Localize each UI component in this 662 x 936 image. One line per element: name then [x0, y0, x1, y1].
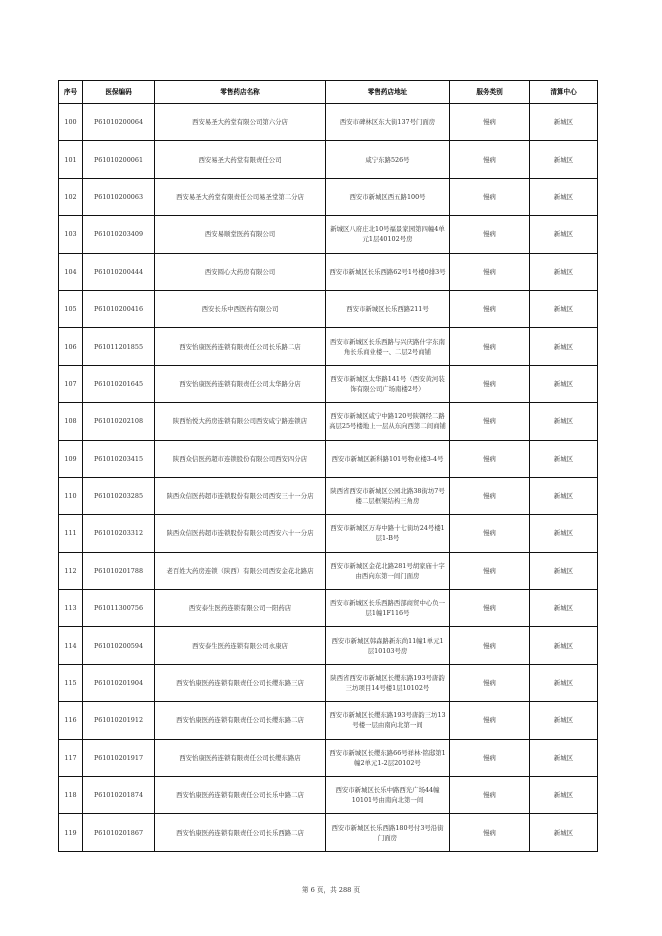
cell-name: 西安怡康医药连锁有限责任公司长乐西路二店 — [155, 814, 326, 851]
table-row — [59, 702, 598, 739]
header-index: 序号 — [59, 81, 83, 104]
cell-name: 西安怡康医药连锁有限责任公司长缨东路店 — [155, 739, 326, 776]
cell-index: 114 — [59, 627, 83, 664]
cell-code: P61010201917 — [83, 739, 155, 776]
cell-center: 新城区 — [530, 627, 598, 664]
cell-index: 118 — [59, 777, 83, 814]
cell-code: P61010201645 — [83, 365, 155, 402]
table-row — [59, 328, 598, 365]
cell-address: 陕西省西安市新城区公园北路38街坊7号楼二层框架结构三角房 — [326, 477, 450, 514]
cell-index: 115 — [59, 664, 83, 701]
cell-code: P61010203415 — [83, 440, 155, 477]
cell-code: P61010200416 — [83, 290, 155, 327]
cell-service: 慢病 — [450, 664, 530, 701]
page-footer: 第 6 页，共 288 页 — [301, 886, 361, 894]
cell-code: P61011300756 — [83, 590, 155, 627]
cell-service: 慢病 — [450, 440, 530, 477]
cell-center: 新城区 — [530, 253, 598, 290]
cell-index: 110 — [59, 477, 83, 514]
table-row — [59, 777, 598, 814]
cell-service: 慢病 — [450, 552, 530, 589]
cell-address: 西安市新城区长乐西路62号1号楼0排3号 — [326, 253, 450, 290]
cell-code: P61010201912 — [83, 702, 155, 739]
table-row — [59, 664, 598, 701]
table-row — [59, 365, 598, 402]
cell-index: 105 — [59, 290, 83, 327]
table-row — [59, 552, 598, 589]
table-row — [59, 104, 598, 141]
cell-code: P61010201788 — [83, 552, 155, 589]
cell-service: 慢病 — [450, 216, 530, 253]
cell-address: 西安市新城区长乐西路与兴庆路什字东南角长乐商业楼一、二层2号商铺 — [326, 328, 450, 365]
cell-index: 111 — [59, 515, 83, 552]
cell-name: 陕西众信医药超市连锁股份有限公司西安三十一分店 — [155, 477, 326, 514]
cell-name: 西安泰生医药连锁有限公司永康店 — [155, 627, 326, 664]
cell-address: 西安市新城区金花北路281号胡家庙十字由西向东第一间门面房 — [326, 552, 450, 589]
cell-center: 新城区 — [530, 178, 598, 215]
cell-address: 西安市新城区长乐中路西光广场44幢10101号由南向北第一间 — [326, 777, 450, 814]
cell-name: 陕西众信医药超市连锁股份有限公司西安四分店 — [155, 440, 326, 477]
cell-name: 西安易顺堂医药有限公司 — [155, 216, 326, 253]
cell-code: P61010201874 — [83, 777, 155, 814]
cell-service: 慢病 — [450, 253, 530, 290]
table-row — [59, 440, 598, 477]
cell-address: 西安市新城区太华路141号（西安黄河装饰有限公司广场南楼2号） — [326, 365, 450, 402]
cell-service: 慢病 — [450, 777, 530, 814]
cell-service: 慢病 — [450, 590, 530, 627]
cell-code: P61011201855 — [83, 328, 155, 365]
cell-service: 慢病 — [450, 328, 530, 365]
cell-index: 113 — [59, 590, 83, 627]
cell-index: 104 — [59, 253, 83, 290]
cell-name: 西安易圣大药堂有限责任公司 — [155, 141, 326, 178]
cell-service: 慢病 — [450, 104, 530, 141]
cell-index: 109 — [59, 440, 83, 477]
cell-name: 陕西众信医药超市连锁股份有限公司西安六十一分店 — [155, 515, 326, 552]
cell-code: P61010203409 — [83, 216, 155, 253]
table-row — [59, 739, 598, 776]
pharmacy-table — [58, 80, 598, 852]
cell-name: 西安怡康医药连锁有限责任公司长缨东路三店 — [155, 664, 326, 701]
header-service: 服务类别 — [450, 81, 530, 104]
cell-center: 新城区 — [530, 552, 598, 589]
cell-address: 西安市新城区西五路100号 — [326, 178, 450, 215]
table-row — [59, 141, 598, 178]
cell-code: P61010203285 — [83, 477, 155, 514]
cell-name: 西安易圣大药堂有限公司第六分店 — [155, 104, 326, 141]
table-row — [59, 178, 598, 215]
table-row — [59, 216, 598, 253]
cell-code: P61010200444 — [83, 253, 155, 290]
cell-center: 新城区 — [530, 328, 598, 365]
cell-service: 慢病 — [450, 365, 530, 402]
cell-center: 新城区 — [530, 477, 598, 514]
table-row — [59, 477, 598, 514]
cell-code: P61010201904 — [83, 664, 155, 701]
cell-name: 西安怡康医药连锁有限责任公司长缨东路二店 — [155, 702, 326, 739]
cell-service: 慢病 — [450, 178, 530, 215]
cell-center: 新城区 — [530, 141, 598, 178]
cell-index: 117 — [59, 739, 83, 776]
cell-address: 西安市新城区万寿中路十七街坊24号楼1层1-B号 — [326, 515, 450, 552]
cell-name: 陕西怡悦大药房连锁有限公司西安咸宁路连锁店 — [155, 403, 326, 440]
cell-name: 西安长乐中西医药有限公司 — [155, 290, 326, 327]
table-row — [59, 590, 598, 627]
cell-address: 西安市碑林区东大街137号门面房 — [326, 104, 450, 141]
table-row — [59, 403, 598, 440]
cell-service: 慢病 — [450, 403, 530, 440]
table-row — [59, 627, 598, 664]
cell-center: 新城区 — [530, 739, 598, 776]
table-row — [59, 253, 598, 290]
header-name: 零售药店名称 — [155, 81, 326, 104]
cell-index: 103 — [59, 216, 83, 253]
cell-index: 101 — [59, 141, 83, 178]
cell-index: 102 — [59, 178, 83, 215]
cell-service: 慢病 — [450, 814, 530, 851]
cell-service: 慢病 — [450, 739, 530, 776]
cell-address: 西安市新城区长乐西路180号付3号沿街门面房 — [326, 814, 450, 851]
cell-code: P61010200061 — [83, 141, 155, 178]
cell-service: 慢病 — [450, 627, 530, 664]
cell-index: 107 — [59, 365, 83, 402]
cell-center: 新城区 — [530, 216, 598, 253]
cell-name: 西安圆心大药房有限公司 — [155, 253, 326, 290]
cell-address: 新城区八府庄北10号福景家园第四幢4单元1层40102号房 — [326, 216, 450, 253]
cell-address: 西安市新城区长缨东路66号祥林·铭邸第1幢2单元1-2层20102号 — [326, 739, 450, 776]
cell-center: 新城区 — [530, 290, 598, 327]
header-address: 零售药店地址 — [326, 81, 450, 104]
cell-index: 112 — [59, 552, 83, 589]
cell-center: 新城区 — [530, 104, 598, 141]
cell-service: 慢病 — [450, 515, 530, 552]
cell-name: 老百姓大药房连锁（陕西）有限公司西安金花北路店 — [155, 552, 326, 589]
cell-code: P61010202108 — [83, 403, 155, 440]
cell-index: 106 — [59, 328, 83, 365]
table-row — [59, 814, 598, 851]
cell-center: 新城区 — [530, 664, 598, 701]
header-center: 清算中心 — [530, 81, 598, 104]
cell-code: P61010200594 — [83, 627, 155, 664]
table-row — [59, 290, 598, 327]
cell-name: 西安泰生医药连锁有限公司一阳药店 — [155, 590, 326, 627]
cell-center: 新城区 — [530, 515, 598, 552]
cell-address: 西安市新城区长乐西路211号 — [326, 290, 450, 327]
cell-index: 119 — [59, 814, 83, 851]
table-row — [59, 515, 598, 552]
cell-address: 西安市新城区长缨东路193号唐韵三坊13号楼一层由南向北第一间 — [326, 702, 450, 739]
cell-code: P61010200064 — [83, 104, 155, 141]
cell-code: P61010201867 — [83, 814, 155, 851]
cell-name: 西安怡康医药连锁有限责任公司长乐路二店 — [155, 328, 326, 365]
cell-center: 新城区 — [530, 403, 598, 440]
cell-address: 西安市新城区咸宁中路120号陕钢经二路高层25号楼地上一层从东向西第二间商铺 — [326, 403, 450, 440]
cell-code: P61010203312 — [83, 515, 155, 552]
cell-service: 慢病 — [450, 141, 530, 178]
table-header-row — [59, 81, 598, 104]
cell-service: 慢病 — [450, 477, 530, 514]
cell-address: 陕西省西安市新城区长缨东路193号唐韵三坊项目14号楼1层10102号 — [326, 664, 450, 701]
cell-center: 新城区 — [530, 777, 598, 814]
cell-center: 新城区 — [530, 440, 598, 477]
cell-address: 西安市新城区新科路101号物业楼3-4号 — [326, 440, 450, 477]
cell-address: 西安市新城区长乐西路西部商贸中心负一层1幢1F116号 — [326, 590, 450, 627]
cell-service: 慢病 — [450, 702, 530, 739]
cell-index: 108 — [59, 403, 83, 440]
cell-index: 116 — [59, 702, 83, 739]
cell-service: 慢病 — [450, 290, 530, 327]
header-code: 医保编码 — [83, 81, 155, 104]
cell-center: 新城区 — [530, 590, 598, 627]
cell-address: 咸宁东路526号 — [326, 141, 450, 178]
cell-code: P61010200063 — [83, 178, 155, 215]
cell-center: 新城区 — [530, 814, 598, 851]
cell-name: 西安易圣大药堂有限责任公司易圣堂第二分店 — [155, 178, 326, 215]
cell-index: 100 — [59, 104, 83, 141]
cell-center: 新城区 — [530, 702, 598, 739]
cell-address: 西安市新城区韩森路新东尚11幢1单元1层10103号房 — [326, 627, 450, 664]
cell-name: 西安怡康医药连锁有限责任公司长乐中路二店 — [155, 777, 326, 814]
cell-name: 西安怡康医药连锁有限责任公司太华路分店 — [155, 365, 326, 402]
cell-center: 新城区 — [530, 365, 598, 402]
